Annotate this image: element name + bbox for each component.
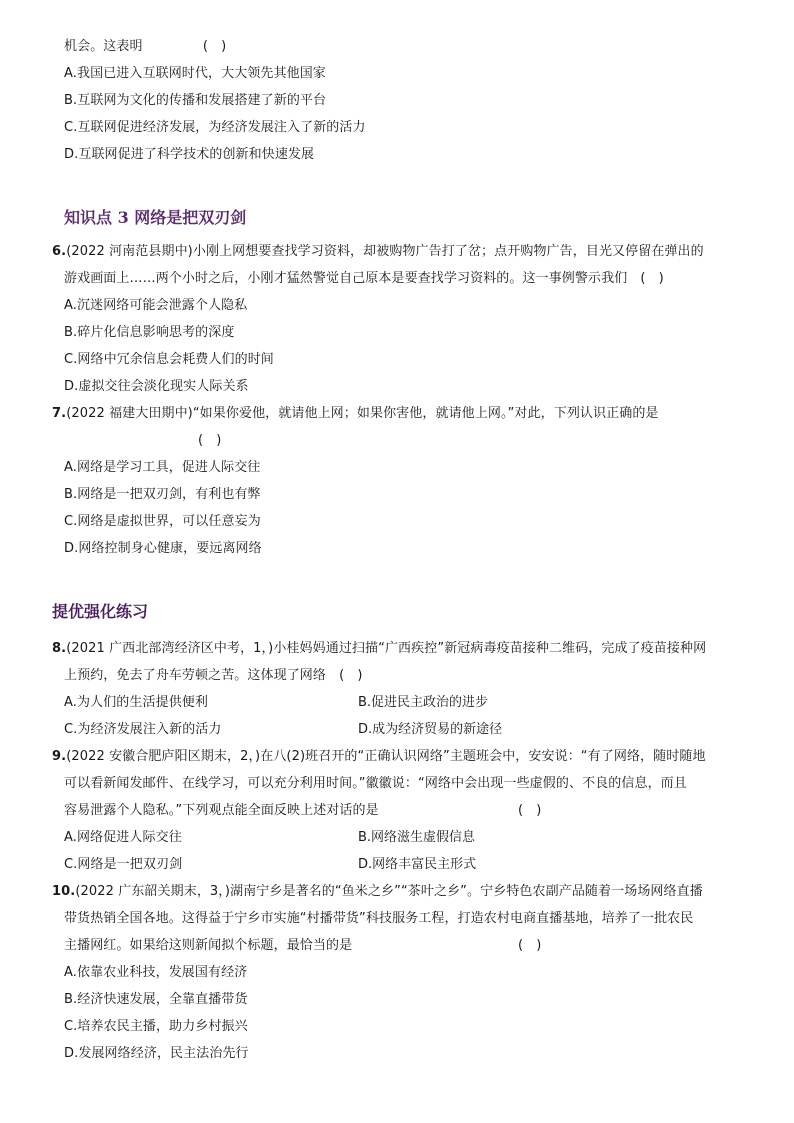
q9-stem-line-2: 可以看新闻发邮件、在线学习，可以充分利用时间。”徽徽说：“网络中会出现一些虚假的、不良的信息，而且 — [64, 776, 687, 791]
q6-stem-line-2: 游戏画面上……两个小时之后，小刚才猛然警觉自己原本是要查找学习资料的。这一事例警示我们 ( ) — [64, 271, 664, 286]
q7-option-d: D.网络控制身心健康，要远离网络 — [64, 541, 262, 556]
section-heading: 提优强化练习 — [52, 602, 149, 621]
answer-paren: ( ) — [202, 39, 227, 54]
option-c: C.互联网促进经济发展，为经济发展注入了新的活力 — [64, 120, 366, 135]
q10-option-b: B.经济快速发展，全靠直播带货 — [64, 992, 248, 1007]
stem-text: 机会。这表明 — [64, 39, 143, 54]
q9-stem-line-1 — [52, 748, 706, 766]
q10-option-a: A.依靠农业科技，发展国有经济 — [64, 965, 248, 980]
q8-text: (2021 广西北部湾经济区中考，1，)小桂妈妈通过扫描“广西疾控”新冠病毒疫苗接种二维码，完成了疫苗接种网 — [66, 641, 707, 656]
q10-stem-line-2: 带货热销全国各地。这得益于宁乡市实施“村播带货”科技服务工程，打造农村电商直播基地，培养了一批农民 — [64, 911, 694, 926]
q10-stem-line-1 — [52, 883, 703, 901]
q7-text: (2022 福建大田期中)“如果你爱他，就请他上网；如果你害他，就请他上网。”对此，下列认识正确的是 — [66, 406, 659, 421]
knowledge-point-heading: 知识点 3 网络是把双刃剑 — [64, 208, 247, 227]
q10-answer-paren: ( ) — [518, 938, 542, 953]
option-a: A.我国已进入互联网时代，大大领先其他国家 — [64, 66, 326, 81]
q6-option-c: C.网络中冗余信息会耗费人们的时间 — [64, 352, 274, 367]
q6-number: 6. — [52, 244, 67, 259]
q10-stem-line-3: 主播网红。如果给这则新闻拟个标题，最恰当的是 — [64, 938, 353, 953]
q8-option-d: D.成为经济贸易的新途径 — [358, 722, 503, 737]
q7-stem — [52, 405, 659, 423]
q7-option-c: C.网络是虚拟世界，可以任意妄为 — [64, 514, 261, 529]
q6-option-d: D.虚拟交往会淡化现实人际关系 — [64, 379, 249, 394]
q8-stem-line-1 — [52, 640, 706, 658]
q9-option-c: C.网络是一把双刃剑 — [64, 857, 183, 872]
q9-number: 9. — [52, 749, 67, 764]
q7-option-b: B.网络是一把双刃剑，有利也有弊 — [64, 487, 261, 502]
q8-number: 8. — [52, 641, 67, 656]
q10-option-d: D.发展网络经济，民主法治先行 — [64, 1046, 249, 1061]
q6-stem-line-1 — [52, 243, 704, 261]
q9-option-b: B.网络滋生虚假信息 — [358, 830, 476, 845]
q9-text: (2022 安徽合肥庐阳区期末，2，)在八(2)班召开的“正确认识网络”主题班会中，安安说：“有了网络，随时随地 — [66, 749, 706, 764]
q10-option-c: C.培养农民主播，助力乡村振兴 — [64, 1019, 248, 1034]
option-b: B.互联网为文化的传播和发展搭建了新的平台 — [64, 93, 327, 108]
q9-option-a: A.网络促进人际交往 — [64, 830, 182, 845]
q9-stem-line-3: 容易泄露个人隐私。”下列观点能全面反映上述对话的是 — [64, 803, 379, 818]
q8-option-c: C.为经济发展注入新的活力 — [64, 722, 222, 737]
q10-text: (2022 广东韶关期末，3，)湖南宁乡是著名的“鱼米之乡”“茶叶之乡”。宁乡特色农副产品随着一场场网络直播 — [75, 884, 703, 899]
q6-option-a: A.沉迷网络可能会泄露个人隐私 — [64, 298, 248, 313]
q7-option-a: A.网络是学习工具，促进人际交往 — [64, 460, 261, 475]
q6-text: (2022 河南范县期中)小刚上网想要查找学习资料，却被购物广告打了岔；点开购物广告，目光又停留在弹出的 — [66, 244, 704, 259]
q8-stem-line-2: 上预约，免去了舟车劳顿之苦。这体现了网络 ( ) — [64, 668, 363, 683]
question-stem-end — [64, 38, 226, 56]
q7-number: 7. — [52, 406, 67, 421]
q8-option-a: A.为人们的生活提供便利 — [64, 695, 208, 710]
q10-number: 10. — [52, 884, 76, 899]
option-d: D.互联网促进了科学技术的创新和快速发展 — [64, 147, 315, 162]
q9-option-d: D.网络丰富民主形式 — [358, 857, 477, 872]
q6-option-b: B.碎片化信息影响思考的深度 — [64, 325, 235, 340]
q9-answer-paren: ( ) — [518, 803, 542, 818]
q7-answer-paren: ( ) — [198, 433, 222, 448]
q8-option-b: B.促进民主政治的进步 — [358, 695, 489, 710]
